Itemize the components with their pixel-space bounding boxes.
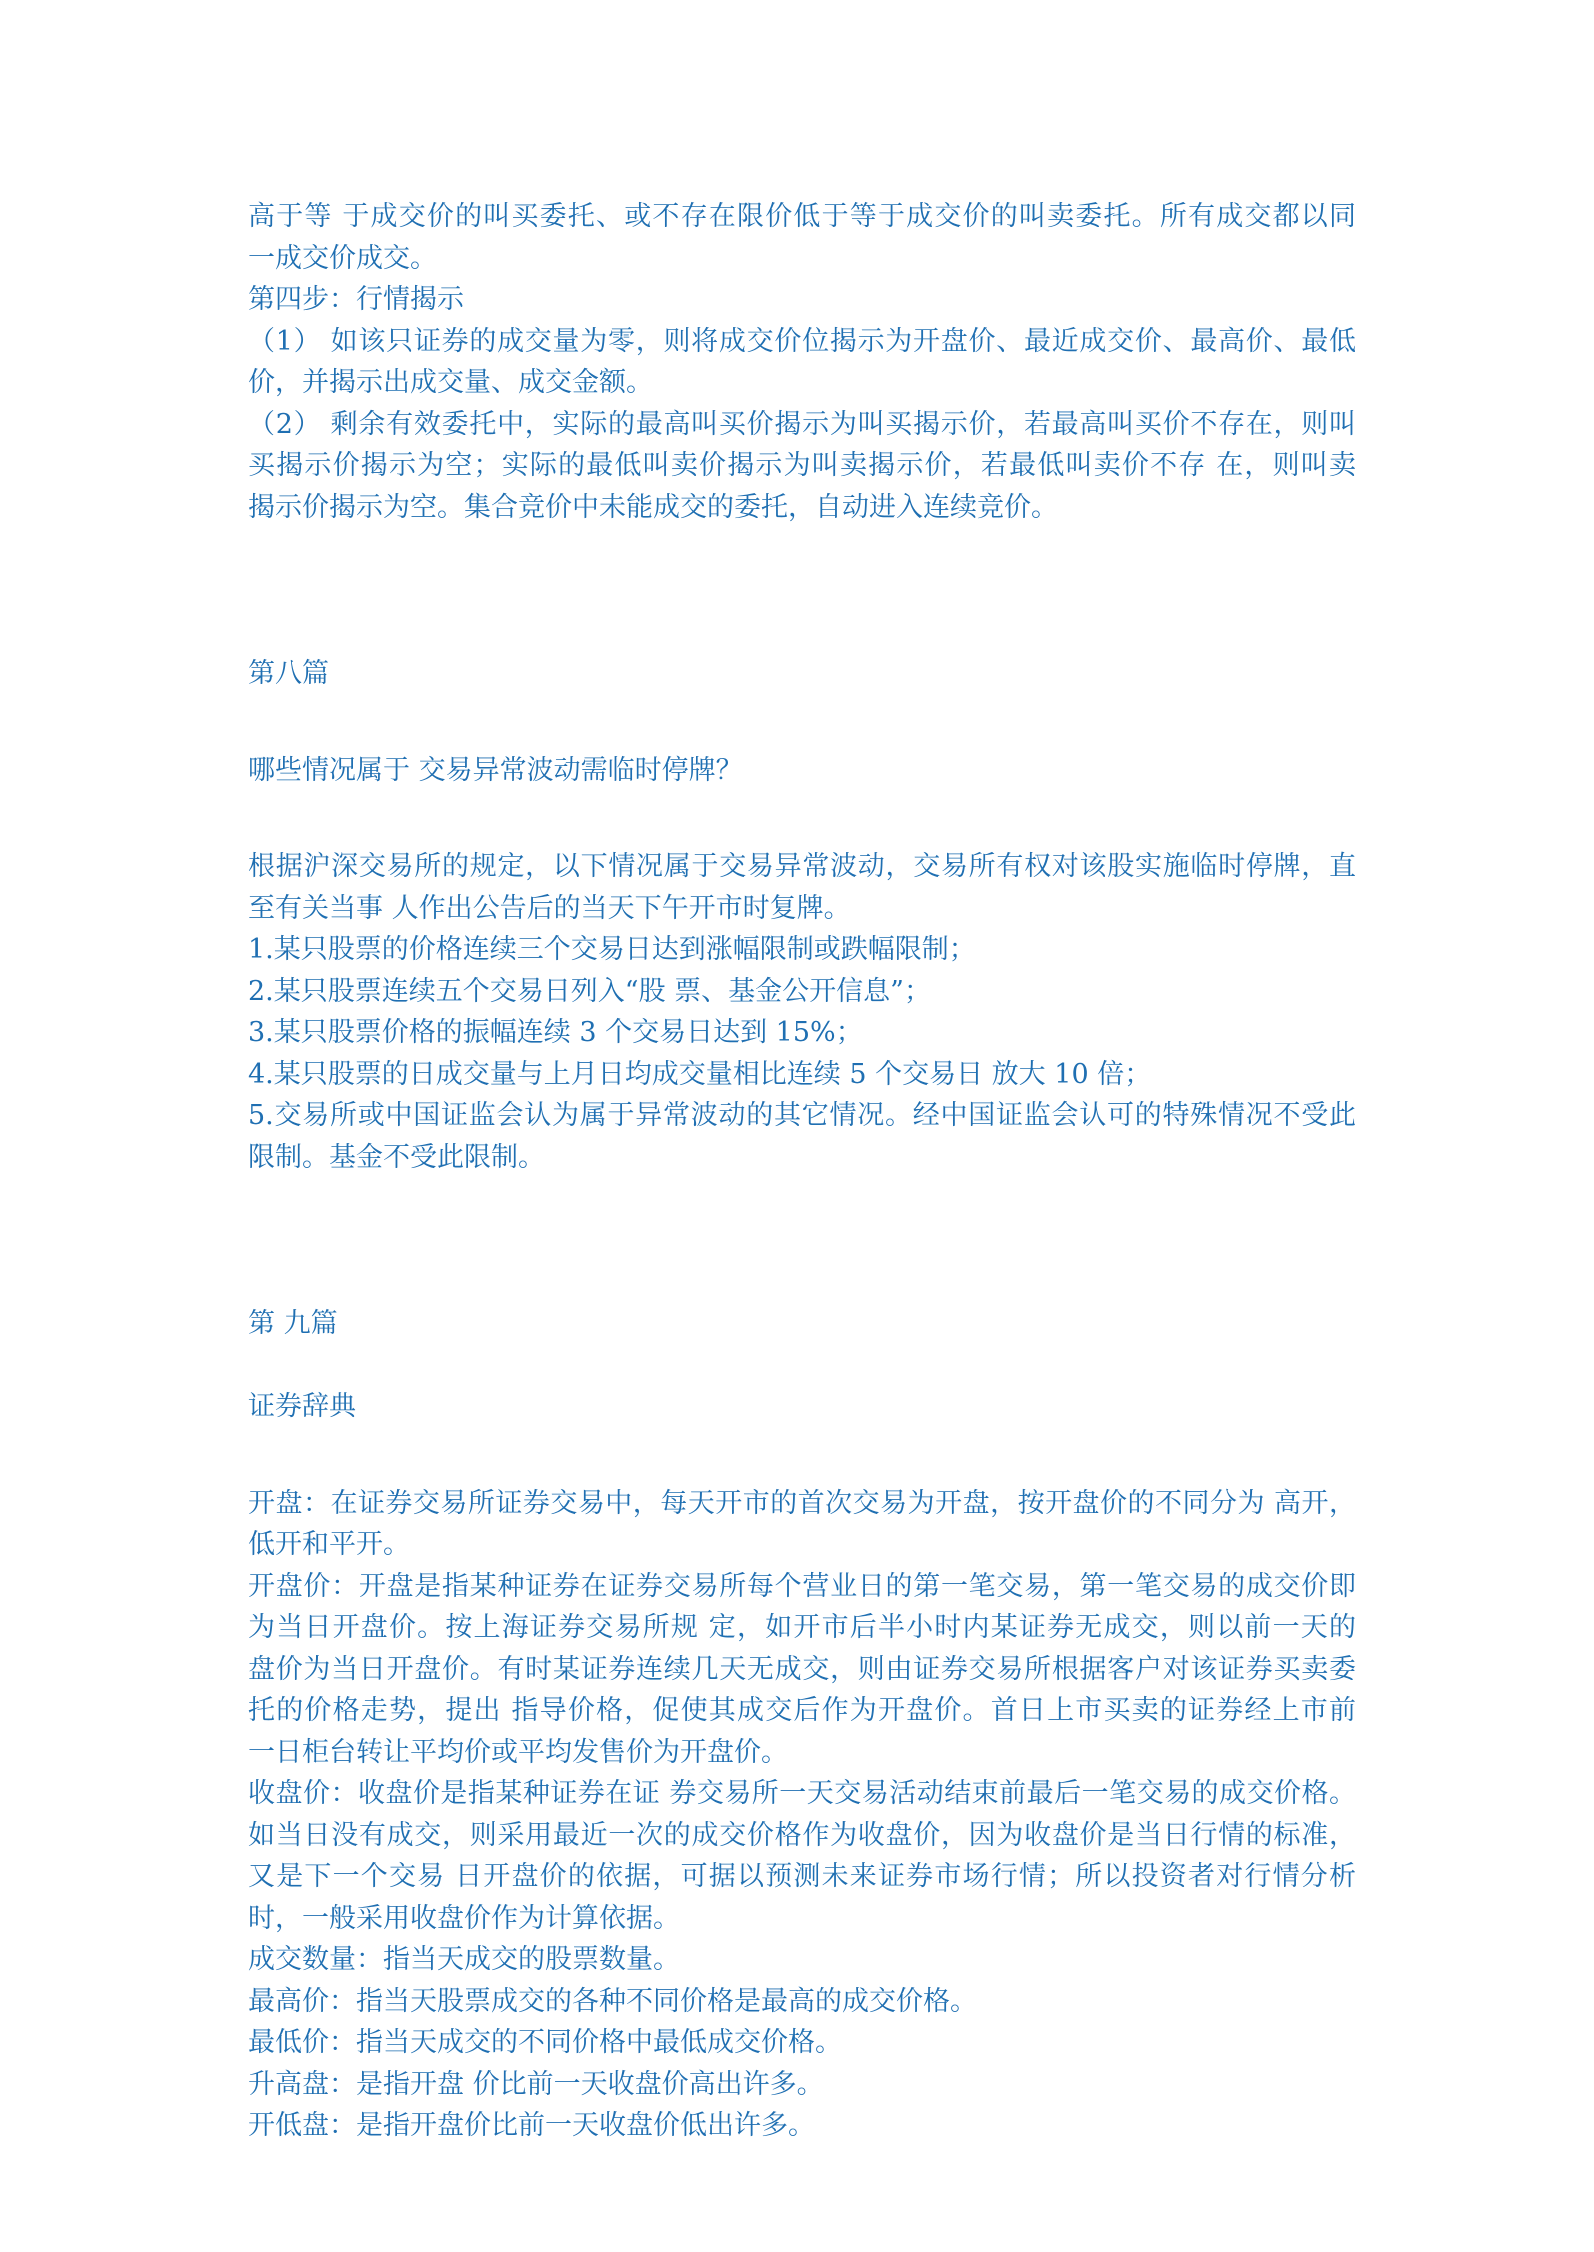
paragraph-line: 高于等 于成交价的叫买委托、或不存在限价低于等于成交价的叫卖委托。所有成交都以同: [248, 201, 1356, 232]
paragraph-line: 盘价为当日开盘价。有时某证券连续几天无成交，则由证券交易所根据客户对该证券买卖委: [248, 1653, 1356, 1685]
section-title: 证券辞典: [248, 1391, 356, 1422]
paragraph-line: 至有关当事 人作出公告后的当天下午开市时复牌。: [248, 892, 851, 924]
chapter-heading: 第八篇: [248, 658, 329, 689]
paragraph-line: 开盘价：开盘是指某种证券在证券交易所每个营业日的第一笔交易，第一笔交易的成交价即: [248, 1570, 1356, 1602]
paragraph-line: 根据沪深交易所的规定，以下情况属于交易异常波动，交易所有权对该股实施临时停牌，直: [248, 851, 1356, 882]
section8: [248, 653, 1356, 1178]
paragraph-line: 时，一般采用收盘价作为计算依据。: [248, 1902, 680, 1934]
paragraph-line: 收盘价：收盘价是指某种证券在证 券交易所一天交易活动结束前最后一笔交易的成交价格。: [248, 1778, 1356, 1809]
paragraph-line: 为当日开盘价。按上海证券交易所规 定，如开市后半小时内某证券无成交，则以前一天的: [248, 1612, 1356, 1643]
paragraph-line: 开盘：在证券交易所证券交易中，每天开市的首次交易为开盘，按开盘价的不同分为 高开，: [248, 1487, 1356, 1519]
section9: [248, 1303, 1356, 2147]
paragraph-line: 一成交价成交。: [248, 242, 437, 274]
definition-line: 成交数量：指当天成交的股票数量。: [248, 1944, 680, 1975]
paragraph-line: （2） 剩余有效委托中，实际的最高叫买价揭示为叫买揭示价，若最高叫买价不存在，则叫: [248, 408, 1356, 440]
section7-tail: [248, 196, 1356, 528]
paragraph-line: 买揭示价揭示为空；实际的最低叫卖价揭示为叫卖揭示价，若最低叫卖价不存 在，则叫卖: [248, 450, 1356, 481]
list-item: 1.某只股票的价格连续三个交易日达到涨幅限制或跌幅限制；: [248, 934, 976, 965]
chapter-heading: 第 九篇: [248, 1308, 338, 1339]
step-heading: 第四步：行情揭示: [248, 284, 464, 315]
definition-line: 升高盘：是指开盘 价比前一天收盘价高出许多。: [248, 2068, 824, 2100]
list-item: 2.某只股票连续五个交易日列入“股 票、基金公开信息”；: [248, 975, 931, 1007]
definition-line: 开低盘：是指开盘价比前一天收盘价低出许多。: [248, 2110, 815, 2141]
paragraph-line: 低开和平开。: [248, 1529, 410, 1560]
definition-line: 最高价：指当天股票成交的各种不同价格是最高的成交价格。: [248, 1985, 977, 2017]
paragraph-line: 一日柜台转让平均价或平均发售价为开盘价。: [248, 1736, 788, 1768]
list-item: 5.交易所或中国证监会认为属于异常波动的其它情况。经中国证监会认可的特殊情况不受此: [248, 1100, 1356, 1131]
paragraph-line: 托的价格走势，提出 指导价格，促使其成交后作为开盘价。首日上市买卖的证券经上市前: [248, 1695, 1356, 1726]
list-item: 3.某只股票价格的振幅连续 3 个交易日达到 15%；: [248, 1017, 863, 1048]
definition-line: 最低价：指当天成交的不同价格中最低成交价格。: [248, 2027, 842, 2058]
paragraph-line: 如当日没有成交，则采用最近一次的成交价格作为收盘价，因为收盘价是当日行情的标准，: [248, 1819, 1356, 1851]
paragraph-line: （1） 如该只证券的成交量为零，则将成交价位揭示为开盘价、最近成交价、最高价、最低: [248, 325, 1356, 357]
paragraph-line: 揭示价揭示为空。集合竞价中未能成交的委托，自动进入连续竞价。: [248, 491, 1058, 523]
list-item: 4.某只股票的日成交量与上月日均成交量相比连续 5 个交易日 放大 10 倍；: [248, 1058, 1152, 1090]
paragraph-line: 限制。基金不受此限制。: [248, 1141, 545, 1173]
paragraph-line: 价，并揭示出成交量、成交金额。: [248, 367, 653, 398]
document-page: [248, 196, 1356, 2147]
question-heading: 哪些情况属于 交易异常波动需临时停牌？: [248, 754, 743, 786]
paragraph-line: 又是下一个交易 日开盘价的依据，可据以预测未来证券市场行情；所以投资者对行情分析: [248, 1861, 1356, 1892]
